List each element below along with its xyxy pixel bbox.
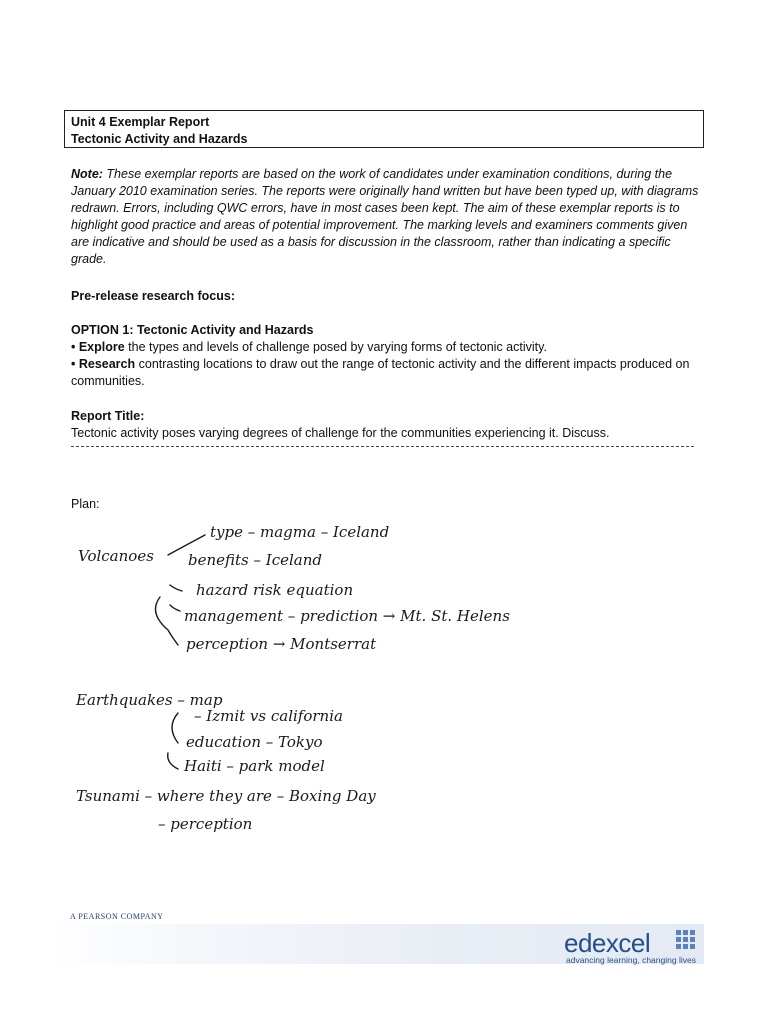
hw-tick-hazard: [170, 585, 182, 591]
edexcel-tagline: advancing learning, changing lives: [566, 955, 696, 965]
note-text: These exemplar reports are based on the work of candidates under examination conditions, during the January 2010 examination series. The reports were originally hand written but have been typed up, with diagrams redrawn. Errors, including QWC errors, have in most cases been kept. The aim of these exemplar reports is to highlight good practice and areas of potential improvement. The marking levels and examiners comments given are indicative and should be used as a basis for discussion in the classroom, rather than indicating a specific grade.: [71, 167, 699, 266]
hw-brace-earthquakes: [172, 713, 178, 743]
hw-brace-lower: [156, 597, 179, 645]
pre-release-heading: Pre-release research focus:: [71, 289, 235, 303]
hw-type: type – magma – Iceland: [210, 523, 390, 541]
hw-volcanoes: Volcanoes: [78, 547, 154, 565]
hw-tsunami: Tsunami – where they are – Boxing Day: [76, 787, 376, 805]
hw-tick-management: [170, 605, 180, 611]
hw-hazard: hazard risk equation: [196, 581, 354, 599]
hw-tick-haiti: [168, 753, 178, 769]
report-title-text: Tectonic activity poses varying degrees of challenge for the communities experiencing it. Discuss.: [71, 426, 610, 440]
hw-tsunami-perception: – perception: [158, 815, 253, 833]
report-title-label: Report Title:: [71, 409, 145, 423]
report-title-box: [64, 110, 704, 148]
note-paragraph: [71, 166, 703, 268]
plan-label: Plan:: [71, 497, 100, 511]
hw-haiti: Haiti – park model: [184, 757, 325, 775]
note-label: Note:: [71, 167, 103, 181]
bullet-explore-text: the types and levels of challenge posed by varying forms of tectonic activity.: [124, 340, 547, 354]
hw-izmit: – Izmit vs california: [194, 707, 343, 725]
hw-benefits: benefits – Iceland: [188, 551, 322, 569]
option-heading: OPTION 1: Tectonic Activity and Hazards: [71, 323, 314, 337]
report-title-section: [71, 408, 703, 442]
bullet-research-text: contrasting locations to draw out the range of tectonic activity and the different impacts produced on communities.: [71, 357, 690, 388]
option-bullet-research: [71, 356, 703, 390]
handwritten-plan: [60, 505, 560, 845]
edexcel-grid-icon: [676, 930, 696, 950]
hw-education: education – Tokyo: [186, 733, 323, 751]
edexcel-logo: edexcel: [564, 928, 651, 958]
pearson-company-label: A PEARSON COMPANY: [70, 912, 164, 921]
dashed-divider: [71, 446, 694, 447]
hw-perception: perception → Montserrat: [186, 635, 377, 653]
bullet-explore-label: • Explore: [71, 340, 125, 354]
topic-title: Tectonic Activity and Hazards: [71, 132, 248, 146]
option-section: [71, 322, 703, 390]
hw-management: management – prediction → Mt. St. Helens: [184, 607, 510, 625]
option-bullet-explore: [71, 339, 703, 356]
bullet-research-label: • Research: [71, 357, 136, 371]
hw-earthquakes: Earthquakes – map: [76, 691, 223, 709]
unit-title: Unit 4 Exemplar Report: [71, 115, 210, 129]
